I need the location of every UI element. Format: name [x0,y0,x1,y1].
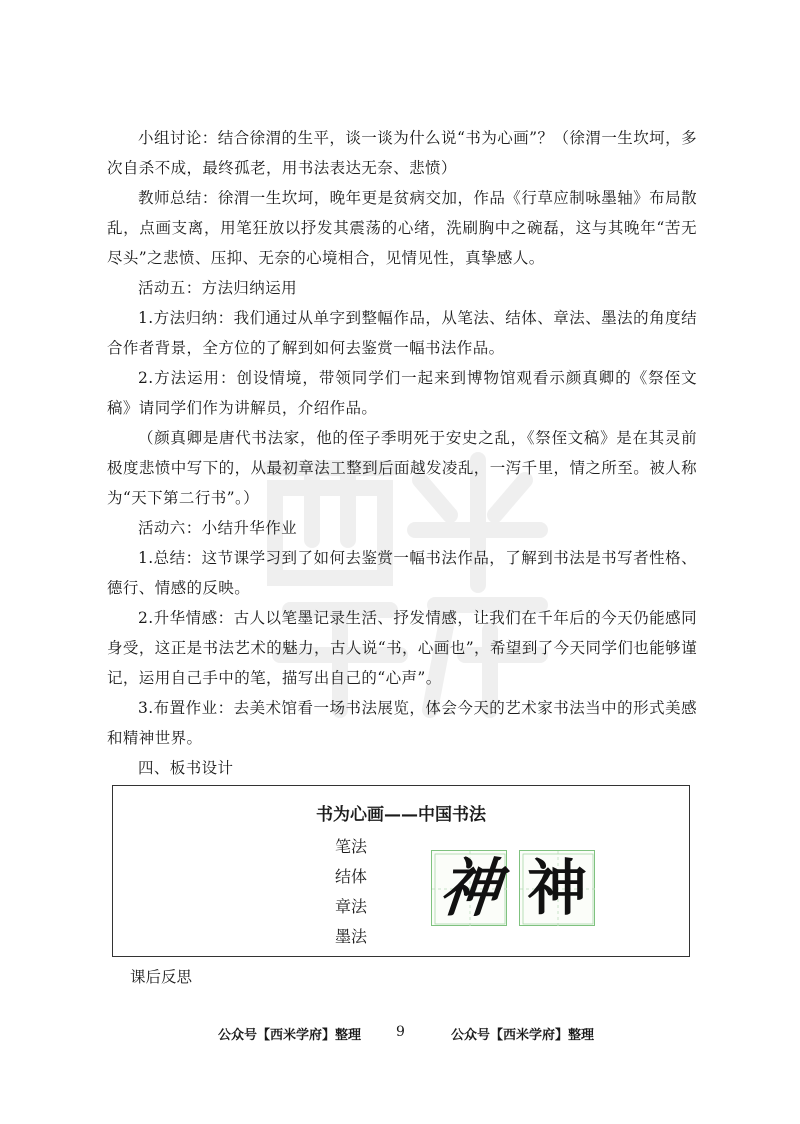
page-number: 9 [396,1024,405,1040]
board-design-box [112,785,690,957]
footer-left-label: 公众号【西米学府】整理 [218,1028,362,1043]
paragraph-conclusion: 1.总结：这节课学习到了如何去鉴赏一幅书法作品，了解到书法是书写者性格、德行、情感的反映。 [107,549,697,597]
after-class-reflection: 课后反思 [130,968,193,986]
paragraph-homework: 3.布置作业：去美术馆看一场书法展览，体会今天的艺术家书法当中的形式美感和精神世界。 [107,699,697,747]
board-item-composition: 章法 [335,897,368,916]
paragraph-emotional-sublimation: 2.升华情感：古人以笔墨记录生活、抒发情感，让我们在千年后的今天仍能感同身受，这正是书法艺术的魅力，古人说“书，心画也”，希望到了今天同学们也能够谨记，运用自己手中的笔，描写出自己的“心声”。 [107,609,697,687]
heading-board-design: 四、板书设计 [138,759,234,777]
lesson-text [107,123,697,783]
calligraphy-grid-left [431,850,507,926]
calligraphy-grid-right [519,850,595,926]
board-item-structure: 结体 [335,867,368,886]
board-item-ink: 墨法 [335,927,368,946]
heading-activity-five: 活动五：方法归纳运用 [138,279,298,297]
paragraph-yan-zhenqing-note: （颜真卿是唐代书法家，他的侄子季明死于安史之乱，《祭侄文稿》是在其灵前极度悲愤中写下的，从最初章法工整到后面越发凌乱，一泻千里，情之所至。被人称为“天下第二行书”。） [107,429,697,507]
paragraph-method-summary: 1.方法归纳：我们通过从单字到整幅作品，从笔法、结体、章法、墨法的角度结合作者背景，全方位的了解到如何去鉴赏一幅书法作品。 [107,309,697,357]
paragraph-group-discussion: 小组讨论：结合徐渭的生平，谈一谈为什么说“书为心画”？（徐渭一生坎坷，多次自杀不成，最终孤老，用书法表达无奈、悲愤） [107,129,697,177]
footer-right-label: 公众号【西米学府】整理 [451,1028,595,1043]
board-item-brushwork: 笔法 [335,837,368,856]
calligraphy-char-left: 神 [436,852,502,926]
board-title: 书为心画——中国书法 [316,805,486,825]
paragraph-method-application: 2.方法运用：创设情境，带领同学们一起来到博物馆观看示颜真卿的《祭侄文稿》请同学们作为讲解员，介绍作品。 [107,369,697,417]
calligraphy-char-right: 神 [527,854,587,924]
paragraph-teacher-summary: 教师总结：徐渭一生坎坷，晚年更是贫病交加，作品《行草应制咏墨轴》布局散乱，点画支离，用笔狂放以抒发其震荡的心绪，洗刷胸中之碗磊，这与其晚年“苦无尽头”之悲愤、压抑、无奈的心境相合，见情见性，真挚感人。 [107,189,697,267]
heading-activity-six: 活动六：小结升华作业 [138,519,298,537]
board-technique-list [335,832,367,952]
page-footer [0,1024,800,1048]
